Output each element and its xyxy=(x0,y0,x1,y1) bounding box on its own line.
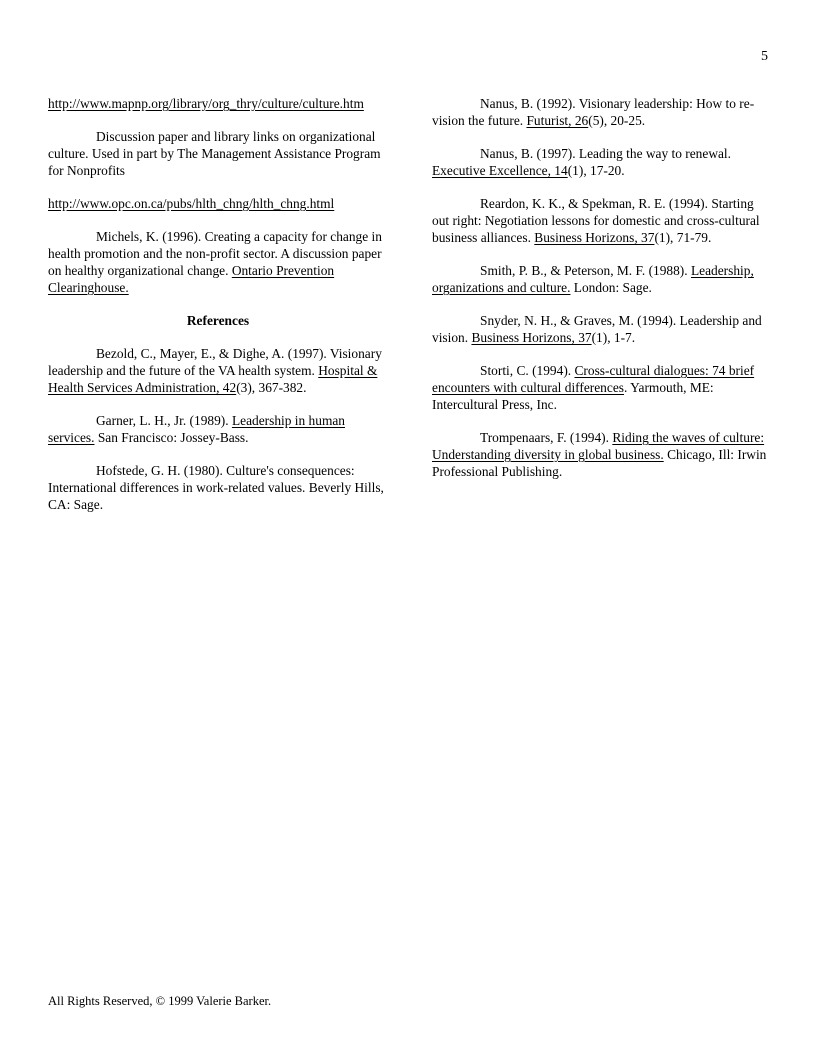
reference-nanus-1992-text: Nanus, B. (1992). Visionary leadership: How to re-vision the future. xyxy=(432,96,755,128)
reference-bezold-rest: (3), 367-382. xyxy=(236,380,307,395)
url-mapnp-description: Discussion paper and library links on organizational culture. Used in part by The Management Assistance Program for Nonprofits xyxy=(48,129,381,178)
reference-storti-title: Cross-cultural dialogues: 74 brief encounters with cultural differences xyxy=(432,363,755,395)
reference-trompenaars xyxy=(432,429,767,480)
reference-nanus-1997-text: Nanus, B. (1997). Leading the way to renewal. xyxy=(480,146,732,161)
page-number: 5 xyxy=(761,49,768,64)
reference-reardon xyxy=(432,195,767,246)
right-column xyxy=(432,95,767,496)
reference-garner-text: Garner, L. H., Jr. (1989). xyxy=(96,413,232,428)
reference-trompenaars-title: Riding the waves of culture: Understanding diversity in global business. xyxy=(432,430,765,462)
reference-smith-title: Leadership, organizations and culture. xyxy=(432,263,754,295)
reference-snyder-journal: Business Horizons, 37 xyxy=(471,330,592,345)
reference-nanus-1997-rest: (1), 17-20. xyxy=(567,163,625,178)
url-opc-link[interactable]: http://www.opc.on.ca/pubs/hlth_chng/hlth_chng.html xyxy=(48,196,335,211)
reference-nanus-1992-rest: (5), 20-25. xyxy=(588,113,646,128)
reference-storti xyxy=(432,362,767,413)
reference-reardon-rest: (1), 71-79. xyxy=(654,230,712,245)
reference-hofstede: Hofstede, G. H. (1980). Culture's consequences: International differences in work-related values. Beverly Hills, CA: Sage. xyxy=(48,463,384,512)
reference-reardon-journal: Business Horizons, 37 xyxy=(534,230,655,245)
url-mapnp-link[interactable]: http://www.mapnp.org/library/org_thry/culture/culture.htm xyxy=(48,96,364,111)
reference-trompenaars-rest: Chicago, Ill: Irwin Professional Publishing. xyxy=(432,447,767,479)
reference-smith xyxy=(432,262,767,296)
reference-snyder xyxy=(432,312,767,346)
reference-snyder-text: Snyder, N. H., & Graves, M. (1994). Leadership and vision. xyxy=(432,313,762,345)
reference-smith-rest: London: Sage. xyxy=(570,280,652,295)
reference-michels-source: Ontario Prevention Clearinghouse. xyxy=(48,263,335,295)
reference-reardon-text: Reardon, K. K., & Spekman, R. E. (1994). Starting out right: Negotiation lessons for domestic and cross-cultural business alliances. xyxy=(432,196,760,245)
reference-snyder-rest: (1), 1-7. xyxy=(591,330,636,345)
reference-garner xyxy=(48,412,388,446)
left-column xyxy=(48,95,388,529)
references-heading: References xyxy=(186,313,250,328)
reference-bezold-journal: Hospital & Health Services Administration, 42 xyxy=(48,363,378,395)
reference-bezold-text: Bezold, C., Mayer, E., & Dighe, A. (1997). Visionary leadership and the future of the VA health system. xyxy=(48,346,382,378)
reference-bezold xyxy=(48,345,388,396)
reference-nanus-1997 xyxy=(432,145,767,179)
reference-nanus-1992 xyxy=(432,95,767,129)
reference-storti-text: Storti, C. (1994). xyxy=(480,363,575,378)
reference-nanus-1992-journal: Futurist, 26 xyxy=(526,113,589,128)
reference-smith-text: Smith, P. B., & Peterson, M. F. (1988). xyxy=(480,263,691,278)
reference-nanus-1997-journal: Executive Excellence, 14 xyxy=(432,163,568,178)
copyright-footer: All Rights Reserved, © 1999 Valerie Barker. xyxy=(48,994,272,1008)
reference-garner-title: Leadership in human services. xyxy=(48,413,345,445)
reference-michels-text: Michels, K. (1996). Creating a capacity for change in health promotion and the non-profit sector. A discussion paper on healthy organizational change. xyxy=(48,229,382,278)
reference-garner-rest: San Francisco: Jossey-Bass. xyxy=(94,430,249,445)
reference-michels xyxy=(48,228,388,296)
reference-storti-rest: . Yarmouth, ME: Intercultural Press, Inc. xyxy=(432,380,714,412)
reference-trompenaars-text: Trompenaars, F. (1994). xyxy=(480,430,613,445)
